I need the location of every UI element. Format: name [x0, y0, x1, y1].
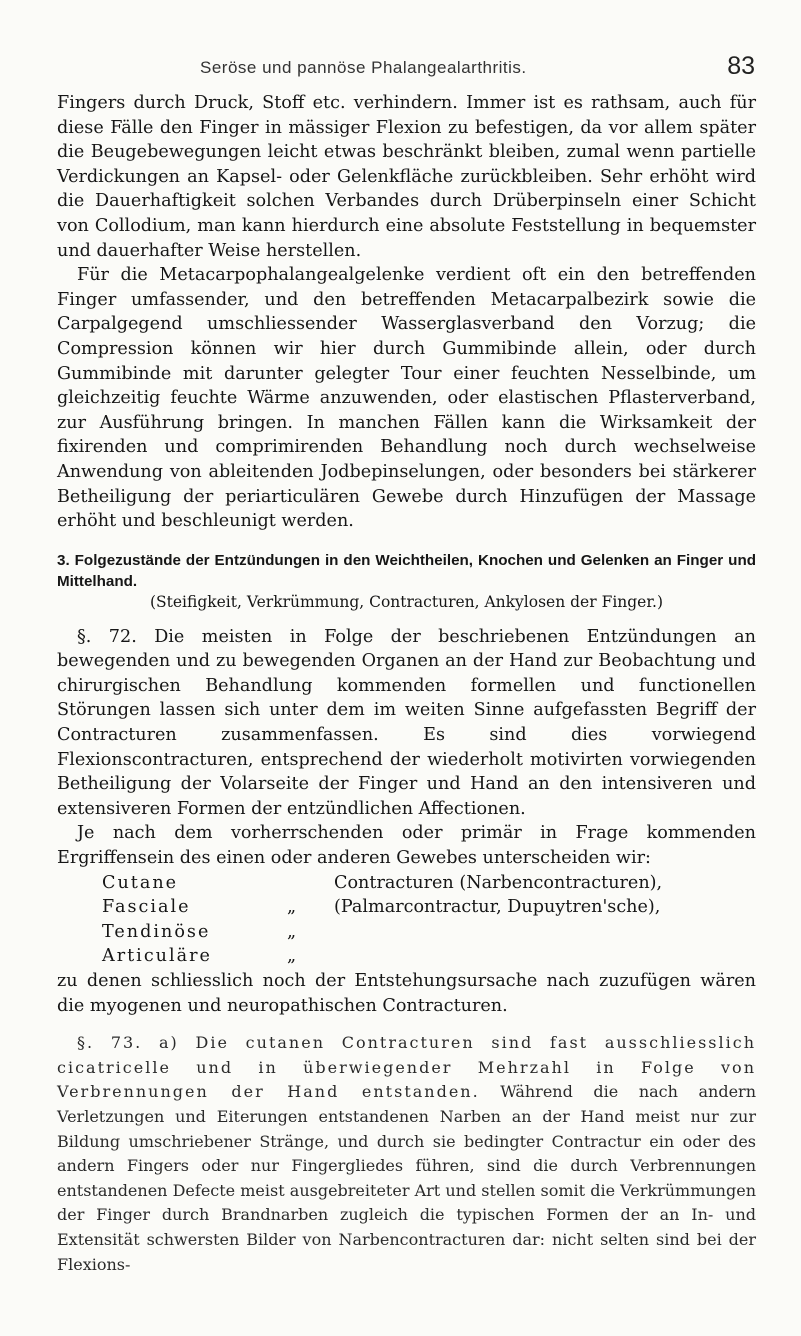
ditto-mark: „ — [287, 921, 297, 942]
body-text — [57, 91, 756, 1277]
section-heading-subtitle: (Steifigkeit, Verkrümmung, Contracturen, Ankylosen der Finger.) — [149, 592, 664, 611]
paragraph-73-rest: Während die nach andern Verletzungen und Eiterungen entstandenen Narben an der Hand meist nur zur Bildung umschriebener Stränge, und durch sie bedingter Contractur ein oder des andern Fingers oder nur Fingergliedes führen, sind die durch Verbrennungen entstandenen Defecte meist ausgebreiteter Art und stellen somit die Verkrümmungen der Finger durch Brandnarben zugleich die typischen Formen der an In- und Extensität schwersten Bilder von Narbencontracturen dar: nicht selten sind bei der Flexions- — [57, 1082, 756, 1274]
contracture-types-list — [57, 871, 756, 969]
type-term: Cutane — [102, 872, 179, 893]
section-heading — [57, 550, 756, 613]
type-desc: (Palmarcontractur, Dupuytren'sche), — [334, 897, 661, 918]
paragraph-2: Für die Metacarpophalangealgelenke verdient oft ein den betreffenden Finger umfassender, und den betreffenden Metacarpalbezirk sowie die Carpalgegend umschliessender Wasserglasverband den Vorzug; die Compression können wir hier durch Gummibinde allein, oder durch Gummibinde mit darunter gelegter Tour einer feuchten Nesselbinde, um gleichzeitig feuchte Wärme anzuwenden, oder elastischen Pflasterverband, zur Ausführung bringen. In manchen Fällen kann die Wirksamkeit der fixirenden und comprimirenden Behandlung noch durch wechselweise Anwendung von ableitenden Jodbepinselungen, oder besonders bei stärkerer Betheiligung der periarticulären Gewebe durch Hinzufügen der Massage erhöht und beschleunigt werden. — [57, 265, 756, 532]
type-term: Articuläre — [102, 946, 212, 967]
running-title: Seröse und pannöse Phalangealarthritis. — [200, 58, 527, 77]
section-heading-title: 3. Folgezustände der Entzündungen in den Weichtheilen, Knochen und Gelenken an Finger und Mittelhand. — [57, 551, 756, 590]
page-number: 83 — [727, 52, 755, 80]
ditto-mark: „ — [287, 946, 297, 967]
paragraph-73-lead: §. 73. a) Die cutanen Contracturen sind fast ausschliesslich cicatricelle und in überwiegender Mehrzahl in Folge von Verbrennungen der Hand entstanden. — [57, 1033, 756, 1102]
list-item — [102, 944, 756, 969]
paragraph-72: §. 72. Die meisten in Folge der beschriebenen Entzündungen an bewegenden und zu bewegenden Organen an der Hand zur Beobachtung und chirurgischen Behandlung kommenden formellen und functionellen Störungen lassen sich unter dem im weiten Sinne aufgefassten Begriff der Contracturen zusammenfassen. Es sind dies vorwiegend Flexionscontracturen, entsprechend der wiederholt motivirten vorwiegenden Betheiligung der Volarseite der Finger und Hand an den intensiveren und extensiveren Formen der entzündlichen Affectionen. — [57, 626, 756, 819]
paragraph-73 — [57, 1031, 756, 1277]
ditto-mark: „ — [287, 897, 297, 918]
paragraph-72b: Je nach dem vorherrschenden oder primär in Frage kommenden Ergriffensein des einen oder anderen Gewebes unterscheiden wir: — [57, 823, 756, 869]
list-item — [102, 920, 756, 945]
types-tail: zu denen schliesslich noch der Entstehungsursache nach zuzufügen wären die myogenen und neuropathischen Contracturen. — [57, 971, 756, 1016]
paragraph-1: Fingers durch Druck, Stoff etc. verhindern. Immer ist es rathsam, auch für diese Fälle den Finger in mässiger Flexion zu befestigen, da vor allem später die Beugebewegungen leicht etwas beschränkt bleiben, zumal wenn partielle Verdickungen an Kapsel- oder Gelenkfläche zurückbleiben. Sehr erhöht wird die Dauerhaftigkeit solchen Verbandes durch Drüberpinseln einer Schicht von Collodium, man kann hierdurch eine absolute Feststellung in bequemster und dauerhafter Weise herstellen. — [57, 93, 756, 261]
running-head — [0, 52, 801, 84]
type-term: Tendinöse — [102, 921, 211, 942]
ditto-mark — [287, 871, 334, 896]
type-desc: Contracturen (Narbencontracturen), — [334, 872, 663, 893]
type-term: Fasciale — [102, 897, 191, 918]
list-item — [102, 871, 756, 896]
list-item — [102, 895, 756, 920]
